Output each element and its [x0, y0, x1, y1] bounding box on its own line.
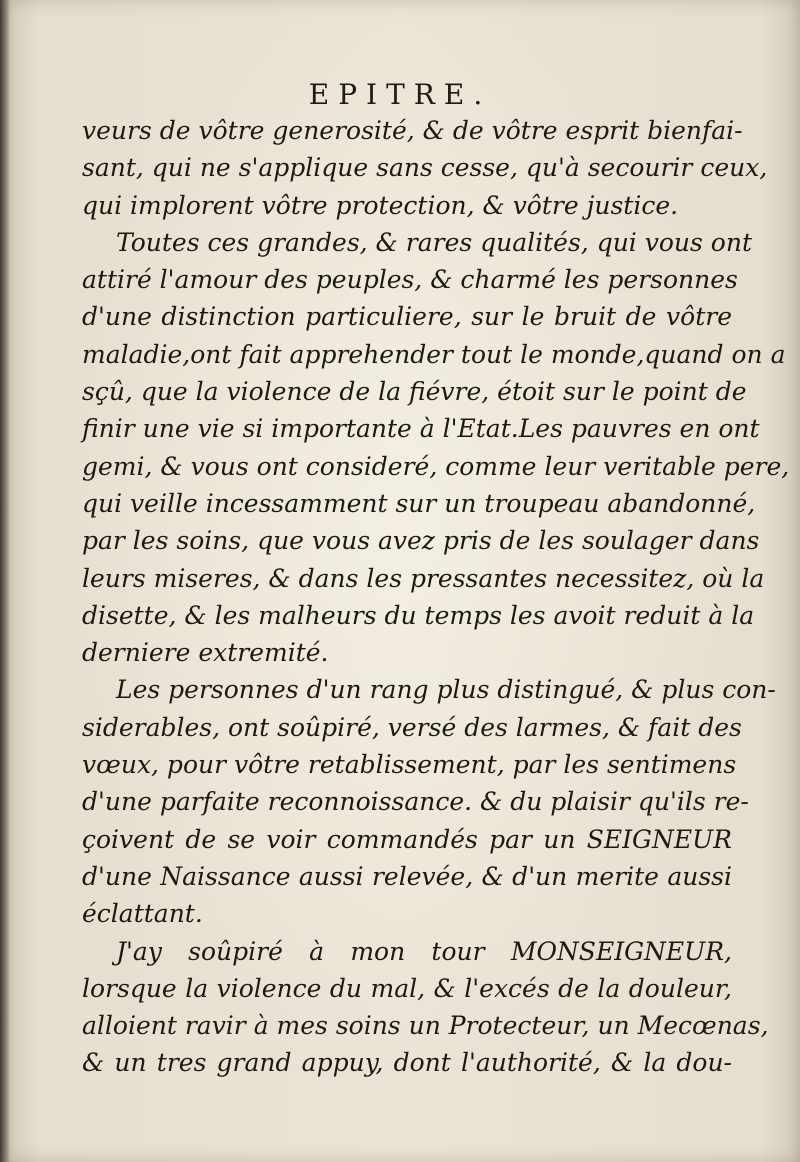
text-line: J'ay soûpiré à mon tour MONSEIGNEUR, — [116, 936, 732, 966]
text-line: Les personnes d'un rang plus distingué, & plus con- — [116, 675, 776, 705]
text-line: vœux, pour vôtre retablissement, par les sentimens — [82, 750, 737, 780]
text-line: gemi, & vous ont consideré, comme leur veritable pere, — [82, 451, 790, 481]
text-line: veurs de vôtre generosité, & de vôtre esprit bienfai- — [82, 116, 743, 145]
text-line: qui veille incessamment sur un troupeau abandonné, — [82, 488, 756, 518]
text-line: sant, qui ne s'applique sans cesse, qu'à secourir ceux, — [82, 153, 768, 183]
text-line: lorsque la violence du mal, & l'excés de la douleur, — [82, 973, 732, 1003]
text-line: derniere extremité. — [82, 638, 329, 668]
text-line: çoivent de se voir commandés par un SEIGNEUR — [82, 824, 732, 854]
text-line: qui implorent vôtre protection, & vôtre justice. — [82, 190, 679, 220]
text-line: d'une distinction particuliere, sur le bruit de vôtre — [82, 302, 732, 332]
text-line: finir une vie si importante à l'Etat.Les pauvres en ont — [82, 414, 760, 444]
text-line: Toutes ces grandes, & rares qualités, qui vous ont — [116, 227, 752, 257]
text-line: siderables, ont soûpiré, versé des larmes, & fait des — [82, 712, 742, 742]
text-line: leurs miseres, & dans les pressantes necessitez, où la — [82, 563, 765, 593]
running-head: EPITRE. — [308, 78, 492, 111]
page-body-text — [82, 112, 790, 1082]
text-line: d'une Naissance aussi relevée, & d'un merite aussi — [82, 861, 732, 891]
page-gutter-shadow — [0, 0, 10, 1162]
text-line: d'une parfaite reconnoissance. & du plaisir qu'ils re- — [82, 787, 749, 817]
text-line: éclattant. — [82, 899, 203, 929]
text-line: maladie,ont fait apprehender tout le monde,quand on a — [82, 339, 786, 369]
text-line: sçû, que la violence de la fiévre, étoit sur le point de — [82, 377, 747, 407]
text-line: & un tres grand appuy, dont l'authorité, & la dou- — [82, 1048, 732, 1078]
text-line: par les soins, que vous avez pris de les soulager dans — [82, 526, 760, 556]
text-line: attiré l'amour des peuples, & charmé les personnes — [82, 265, 738, 295]
text-line: alloient ravir à mes soins un Protecteur, un Mecœnas, — [82, 1011, 769, 1041]
text-line: disette, & les malheurs du temps les avoit reduit à la — [82, 600, 755, 630]
